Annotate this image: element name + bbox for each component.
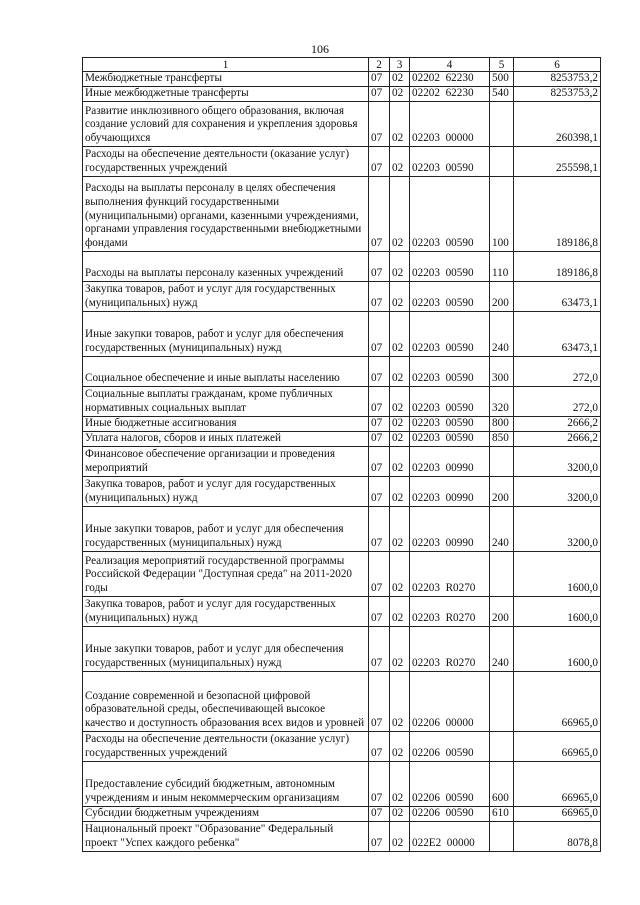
row-target-code-cell: 022E2 00000 (410, 822, 490, 852)
row-name-cell: Реализация мероприятий государственной программы Российской Федерации "Доступная среда" на 2011-2020 годы (83, 552, 369, 597)
row-name-cell: Иные бюджетные ассигнования (83, 417, 369, 432)
row-subsection-cell: 02 (390, 72, 410, 87)
table-row (83, 627, 601, 672)
row-subsection-cell: 02 (390, 597, 410, 627)
row-expense-type-cell: 200 (490, 282, 514, 312)
row-amount-cell: 272,0 (514, 387, 601, 417)
row-amount-cell: 2666,2 (514, 417, 601, 432)
row-amount-cell: 255598,1 (514, 147, 601, 177)
row-expense-type-cell: 320 (490, 387, 514, 417)
row-expense-type-cell: 500 (490, 72, 514, 87)
table-row (83, 807, 601, 822)
row-subsection-cell: 02 (390, 507, 410, 552)
row-expense-type-cell: 100 (490, 177, 514, 252)
header-cell-expense-type: 5 (490, 58, 514, 72)
row-amount-cell: 3200,0 (514, 507, 601, 552)
row-target-code-cell: 02203 R0270 (410, 597, 490, 627)
row-subsection-cell: 02 (390, 627, 410, 672)
row-amount-cell: 66965,0 (514, 807, 601, 822)
row-subsection-cell: 02 (390, 87, 410, 102)
row-expense-type-cell: 240 (490, 312, 514, 357)
budget-table (82, 57, 601, 852)
row-name-cell: Расходы на выплаты персоналу в целях обеспечения выполнения функций государственными (муниципальными) органами, казенными учреждениями, органами управления государственными внебюджетными фондами (83, 177, 369, 252)
row-section-cell: 07 (369, 72, 390, 87)
table-row (83, 102, 601, 147)
row-section-cell: 07 (369, 807, 390, 822)
row-subsection-cell: 02 (390, 732, 410, 762)
row-target-code-cell: 02206 00000 (410, 672, 490, 732)
header-row (83, 58, 601, 72)
row-target-code-cell: 02203 00590 (410, 177, 490, 252)
row-expense-type-cell: 800 (490, 417, 514, 432)
table-row (83, 252, 601, 282)
row-target-code-cell: 02206 00590 (410, 732, 490, 762)
table-row (83, 477, 601, 507)
row-amount-cell: 66965,0 (514, 672, 601, 732)
row-target-code-cell: 02202 62230 (410, 87, 490, 102)
row-expense-type-cell (490, 822, 514, 852)
row-section-cell: 07 (369, 552, 390, 597)
row-section-cell: 07 (369, 762, 390, 807)
row-expense-type-cell (490, 447, 514, 477)
row-section-cell: 07 (369, 672, 390, 732)
row-amount-cell: 8078,8 (514, 822, 601, 852)
row-amount-cell: 260398,1 (514, 102, 601, 147)
row-target-code-cell: 02203 00990 (410, 447, 490, 477)
row-subsection-cell: 02 (390, 477, 410, 507)
row-subsection-cell: 02 (390, 102, 410, 147)
row-subsection-cell: 02 (390, 822, 410, 852)
header-cell-target-code: 4 (410, 58, 490, 72)
row-name-cell: Иные закупки товаров, работ и услуг для обеспечения государственных (муниципальных) нужд (83, 507, 369, 552)
row-name-cell: Расходы на выплаты персоналу казенных учреждений (83, 252, 369, 282)
table-row (83, 387, 601, 417)
row-name-cell: Социальные выплаты гражданам, кроме публичных нормативных социальных выплат (83, 387, 369, 417)
row-subsection-cell: 02 (390, 552, 410, 597)
row-target-code-cell: 02203 00590 (410, 282, 490, 312)
row-amount-cell: 1600,0 (514, 627, 601, 672)
row-section-cell: 07 (369, 507, 390, 552)
row-subsection-cell: 02 (390, 672, 410, 732)
row-subsection-cell: 02 (390, 312, 410, 357)
row-name-cell: Закупка товаров, работ и услуг для государственных (муниципальных) нужд (83, 282, 369, 312)
row-name-cell: Социальное обеспечение и иные выплаты населению (83, 357, 369, 387)
row-name-cell: Предоставление субсидий бюджетным, автономным учреждениям и иным некоммерческим организациям (83, 762, 369, 807)
row-name-cell: Расходы на обеспечение деятельности (оказание услуг) государственных учреждений (83, 732, 369, 762)
row-section-cell: 07 (369, 252, 390, 282)
row-amount-cell: 63473,1 (514, 282, 601, 312)
row-section-cell: 07 (369, 87, 390, 102)
row-section-cell: 07 (369, 102, 390, 147)
row-target-code-cell: 02203 00590 (410, 387, 490, 417)
row-expense-type-cell: 200 (490, 597, 514, 627)
row-section-cell: 07 (369, 447, 390, 477)
row-subsection-cell: 02 (390, 432, 410, 447)
row-subsection-cell: 02 (390, 252, 410, 282)
row-target-code-cell: 02203 00590 (410, 432, 490, 447)
row-name-cell: Иные закупки товаров, работ и услуг для обеспечения государственных (муниципальных) нужд (83, 627, 369, 672)
row-target-code-cell: 02203 00590 (410, 357, 490, 387)
row-target-code-cell: 02206 00590 (410, 807, 490, 822)
row-section-cell: 07 (369, 387, 390, 417)
table-row (83, 507, 601, 552)
row-expense-type-cell: 110 (490, 252, 514, 282)
page-number: 106 (311, 42, 329, 56)
row-name-cell: Национальный проект "Образование" Федеральный проект "Успех каждого ребенка" (83, 822, 369, 852)
row-target-code-cell: 02203 00590 (410, 252, 490, 282)
header-cell-name: 1 (83, 58, 369, 72)
table-row (83, 732, 601, 762)
row-name-cell: Иные закупки товаров, работ и услуг для обеспечения государственных (муниципальных) нужд (83, 312, 369, 357)
row-subsection-cell: 02 (390, 147, 410, 177)
table-row (83, 417, 601, 432)
row-subsection-cell: 02 (390, 417, 410, 432)
row-section-cell: 07 (369, 312, 390, 357)
row-amount-cell: 189186,8 (514, 252, 601, 282)
table-row (83, 552, 601, 597)
row-amount-cell: 272,0 (514, 357, 601, 387)
row-target-code-cell: 02203 00990 (410, 507, 490, 552)
row-section-cell: 07 (369, 432, 390, 447)
row-section-cell: 07 (369, 822, 390, 852)
row-subsection-cell: 02 (390, 807, 410, 822)
row-expense-type-cell: 240 (490, 507, 514, 552)
table-row (83, 177, 601, 252)
table-row (83, 432, 601, 447)
row-section-cell: 07 (369, 357, 390, 387)
row-name-cell: Закупка товаров, работ и услуг для государственных (муниципальных) нужд (83, 477, 369, 507)
row-section-cell: 07 (369, 597, 390, 627)
row-target-code-cell: 02206 00590 (410, 762, 490, 807)
row-target-code-cell: 02203 00590 (410, 312, 490, 357)
row-expense-type-cell: 600 (490, 762, 514, 807)
row-expense-type-cell (490, 102, 514, 147)
row-section-cell: 07 (369, 477, 390, 507)
row-expense-type-cell (490, 732, 514, 762)
table-row (83, 357, 601, 387)
row-target-code-cell: 02203 R0270 (410, 552, 490, 597)
row-amount-cell: 1600,0 (514, 597, 601, 627)
row-amount-cell: 8253753,2 (514, 72, 601, 87)
row-amount-cell: 1600,0 (514, 552, 601, 597)
row-amount-cell: 189186,8 (514, 177, 601, 252)
row-amount-cell: 63473,1 (514, 312, 601, 357)
row-name-cell: Закупка товаров, работ и услуг для государственных (муниципальных) нужд (83, 597, 369, 627)
row-expense-type-cell: 610 (490, 807, 514, 822)
row-expense-type-cell: 240 (490, 627, 514, 672)
row-name-cell: Уплата налогов, сборов и иных платежей (83, 432, 369, 447)
row-name-cell: Межбюджетные трансферты (83, 72, 369, 87)
table-row (83, 447, 601, 477)
table-row (83, 147, 601, 177)
row-expense-type-cell (490, 552, 514, 597)
table-row (83, 312, 601, 357)
row-target-code-cell: 02203 00000 (410, 102, 490, 147)
table-body (83, 58, 601, 852)
row-amount-cell: 3200,0 (514, 447, 601, 477)
row-target-code-cell: 02202 62230 (410, 72, 490, 87)
header-cell-subsection: 3 (390, 58, 410, 72)
header-cell-section: 2 (369, 58, 390, 72)
row-subsection-cell: 02 (390, 282, 410, 312)
row-section-cell: 07 (369, 417, 390, 432)
row-section-cell: 07 (369, 732, 390, 762)
row-name-cell: Субсидии бюджетным учреждениям (83, 807, 369, 822)
row-target-code-cell: 02203 R0270 (410, 627, 490, 672)
row-expense-type-cell: 300 (490, 357, 514, 387)
row-name-cell: Создание современной и безопасной цифровой образовательной среды, обеспечивающей высокое качество и доступность образования всех видов и уровней (83, 672, 369, 732)
row-name-cell: Финансовое обеспечение организации и проведения мероприятий (83, 447, 369, 477)
row-section-cell: 07 (369, 147, 390, 177)
table-row (83, 87, 601, 102)
row-name-cell: Расходы на обеспечение деятельности (оказание услуг) государственных учреждений (83, 147, 369, 177)
row-subsection-cell: 02 (390, 357, 410, 387)
row-section-cell: 07 (369, 177, 390, 252)
row-amount-cell: 66965,0 (514, 762, 601, 807)
row-target-code-cell: 02203 00590 (410, 147, 490, 177)
row-amount-cell: 66965,0 (514, 732, 601, 762)
table-row (83, 597, 601, 627)
row-expense-type-cell: 850 (490, 432, 514, 447)
table-row (83, 762, 601, 807)
table-row (83, 282, 601, 312)
row-section-cell: 07 (369, 282, 390, 312)
row-target-code-cell: 02203 00990 (410, 477, 490, 507)
row-name-cell: Иные межбюджетные трансферты (83, 87, 369, 102)
header-cell-amount: 6 (514, 58, 601, 72)
row-expense-type-cell: 200 (490, 477, 514, 507)
row-expense-type-cell: 540 (490, 87, 514, 102)
row-amount-cell: 2666,2 (514, 432, 601, 447)
row-subsection-cell: 02 (390, 177, 410, 252)
row-subsection-cell: 02 (390, 387, 410, 417)
row-name-cell: Развитие инклюзивного общего образования, включая создание условий для сохранения и укрепления здоровья обучающихся (83, 102, 369, 147)
row-section-cell: 07 (369, 627, 390, 672)
row-amount-cell: 3200,0 (514, 477, 601, 507)
table-row (83, 672, 601, 732)
row-expense-type-cell (490, 147, 514, 177)
row-expense-type-cell (490, 672, 514, 732)
row-subsection-cell: 02 (390, 762, 410, 807)
row-subsection-cell: 02 (390, 447, 410, 477)
row-amount-cell: 8253753,2 (514, 87, 601, 102)
row-target-code-cell: 02203 00590 (410, 417, 490, 432)
table-row (83, 72, 601, 87)
table-row (83, 822, 601, 852)
